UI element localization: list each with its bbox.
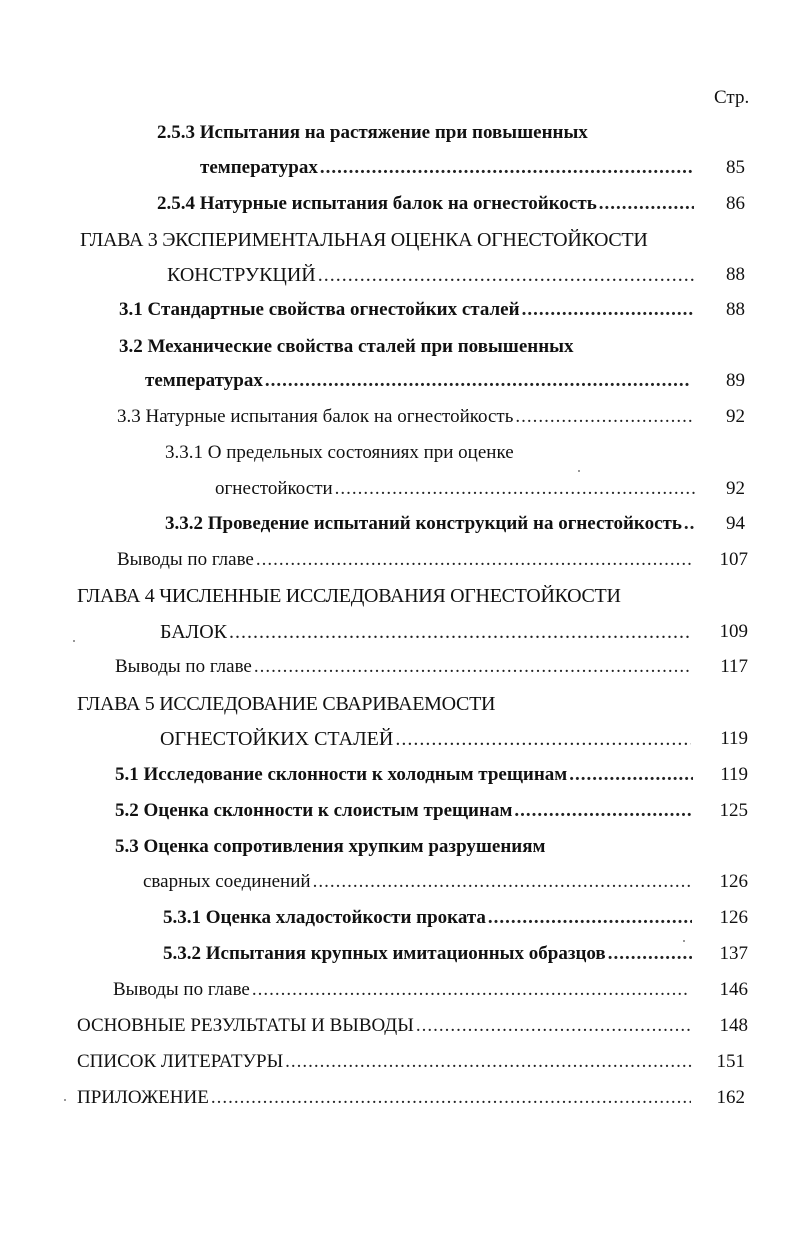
toc-entry-2-5-4	[157, 192, 694, 216]
toc-entry-3-2-line1: 3.2 Механические свойства сталей при повышенных	[119, 336, 574, 357]
page-column-header: Стр.	[714, 87, 750, 108]
toc-page-number: 88	[726, 299, 745, 320]
toc-conclusions-ch5	[113, 978, 690, 1002]
toc-page-number: 92	[726, 478, 745, 499]
toc-entry-text: 5.2 Оценка склонности к слоистым трещинам	[115, 800, 513, 821]
toc-entry-text: огнестойкости	[215, 478, 333, 499]
toc-page-number: 88	[726, 264, 745, 285]
toc-entry-3-3	[117, 405, 692, 429]
toc-entry-text: ПРИЛОЖЕНИЕ	[77, 1087, 209, 1108]
toc-chapter-4-line2	[160, 620, 691, 644]
scan-speck	[683, 940, 685, 942]
scan-speck	[578, 470, 580, 472]
toc-page-number: 146	[719, 979, 748, 1000]
toc-entry-text: 3.1 Стандартные свойства огнестойких сталей	[119, 299, 520, 320]
toc-entry-5-3-2	[163, 942, 692, 966]
leader-dots	[514, 799, 691, 823]
toc-page-number: 125	[719, 800, 748, 821]
toc-entry-5-3-1	[163, 906, 692, 930]
toc-entry-text: Выводы по главе	[117, 549, 254, 570]
toc-entry-3-1	[119, 298, 694, 322]
toc-page-number: 117	[720, 656, 748, 677]
toc-chapter-3-line1: ГЛАВА 3 ЭКСПЕРИМЕНТАЛЬНАЯ ОЦЕНКА ОГНЕСТОЙКОСТИ	[80, 229, 648, 251]
leader-dots	[488, 906, 692, 930]
leader-dots	[254, 655, 691, 679]
toc-entry-text: БАЛОК	[160, 621, 228, 643]
toc-page-number: 126	[719, 871, 748, 892]
scan-speck	[64, 1099, 66, 1101]
toc-page-number: 148	[719, 1015, 748, 1036]
toc-page-number: 89	[726, 370, 745, 391]
leader-dots	[265, 369, 690, 393]
toc-entry-3-3-1-line2	[215, 477, 695, 501]
toc-entry-2-5-3-line1: 2.5.3 Испытания на растяжение при повышенных	[157, 122, 588, 143]
toc-entry-text: температурах	[200, 157, 318, 178]
toc-main-results	[77, 1014, 693, 1038]
toc-entry-text: Выводы по главе	[113, 979, 250, 1000]
toc-chapter-3-line2	[167, 263, 694, 287]
toc-page-number: 109	[719, 621, 748, 642]
leader-dots	[285, 1050, 693, 1074]
leader-dots	[515, 405, 692, 429]
leader-dots	[320, 156, 694, 180]
toc-conclusions-ch3	[117, 548, 691, 572]
scan-speck	[73, 640, 75, 642]
leader-dots	[608, 942, 692, 966]
leader-dots	[395, 727, 691, 751]
toc-entry-5-1	[115, 763, 693, 787]
toc-entry-text: температурах	[145, 370, 263, 391]
leader-dots	[211, 1086, 691, 1110]
leader-dots	[335, 477, 695, 501]
toc-page-number: 162	[716, 1087, 745, 1108]
toc-entry-text: ОСНОВНЫЕ РЕЗУЛЬТАТЫ И ВЫВОДЫ	[77, 1015, 414, 1036]
toc-entry-3-3-2	[165, 512, 694, 536]
toc-references	[77, 1050, 693, 1074]
leader-dots	[569, 763, 693, 787]
leader-dots	[599, 192, 694, 216]
leader-dots	[416, 1014, 693, 1038]
toc-entry-5-3-line2	[143, 870, 692, 894]
toc-entry-text: Выводы по главе	[115, 656, 252, 677]
toc-chapter-5-line1: ГЛАВА 5 ИССЛЕДОВАНИЕ СВАРИВАЕМОСТИ	[77, 693, 496, 715]
leader-dots	[252, 978, 690, 1002]
toc-chapter-4-line1: ГЛАВА 4 ЧИСЛЕННЫЕ ИССЛЕДОВАНИЯ ОГНЕСТОЙКОСТИ	[77, 585, 621, 607]
toc-page-number: 126	[719, 907, 748, 928]
toc-conclusions-ch4	[115, 655, 691, 679]
toc-entry-text: 5.3.2 Испытания крупных имитационных образцов	[163, 943, 606, 964]
toc-page-number: 137	[719, 943, 748, 964]
toc-entry-3-3-1-line1: 3.3.1 О предельных состояниях при оценке	[165, 442, 514, 463]
toc-entry-text: 3.3 Натурные испытания балок на огнестойкость	[117, 406, 514, 427]
toc-entry-3-2-line2	[145, 369, 690, 393]
toc-page-number: 119	[720, 728, 748, 749]
leader-dots	[318, 263, 694, 287]
toc-page-number: 107	[719, 549, 748, 570]
toc-entry-text: ОГНЕСТОЙКИХ СТАЛЕЙ	[160, 728, 394, 750]
leader-dots	[313, 870, 692, 894]
toc-page-number: 86	[726, 193, 745, 214]
leader-dots	[684, 512, 694, 536]
toc-entry-text: СПИСОК ЛИТЕРАТУРЫ	[77, 1051, 284, 1072]
toc-entry-text: 5.1 Исследование склонности к холодным трещинам	[115, 764, 568, 785]
toc-entry-5-2	[115, 799, 691, 823]
toc-entry-text: 5.3.1 Оценка хладостойкости проката	[163, 907, 486, 928]
toc-page-number: 119	[720, 764, 748, 785]
toc-entry-2-5-3-line2	[200, 156, 694, 180]
toc-appendix	[77, 1086, 691, 1110]
toc-page-number: 85	[726, 157, 745, 178]
toc-entry-text: КОНСТРУКЦИЙ	[167, 264, 316, 286]
leader-dots	[256, 548, 691, 572]
toc-entry-text: 3.3.2 Проведение испытаний конструкций на огнестойкость	[165, 513, 682, 534]
leader-dots	[229, 620, 691, 644]
toc-page-number: 94	[726, 513, 745, 534]
toc-page-number: 92	[726, 406, 745, 427]
toc-chapter-5-line2	[160, 727, 691, 751]
toc-entry-text: 2.5.4 Натурные испытания балок на огнестойкость	[157, 193, 597, 214]
toc-entry-text: сварных соединений	[143, 871, 311, 892]
toc-page-number: 151	[716, 1051, 745, 1072]
leader-dots	[522, 298, 694, 322]
toc-entry-5-3-line1: 5.3 Оценка сопротивления хрупким разрушениям	[115, 836, 546, 857]
